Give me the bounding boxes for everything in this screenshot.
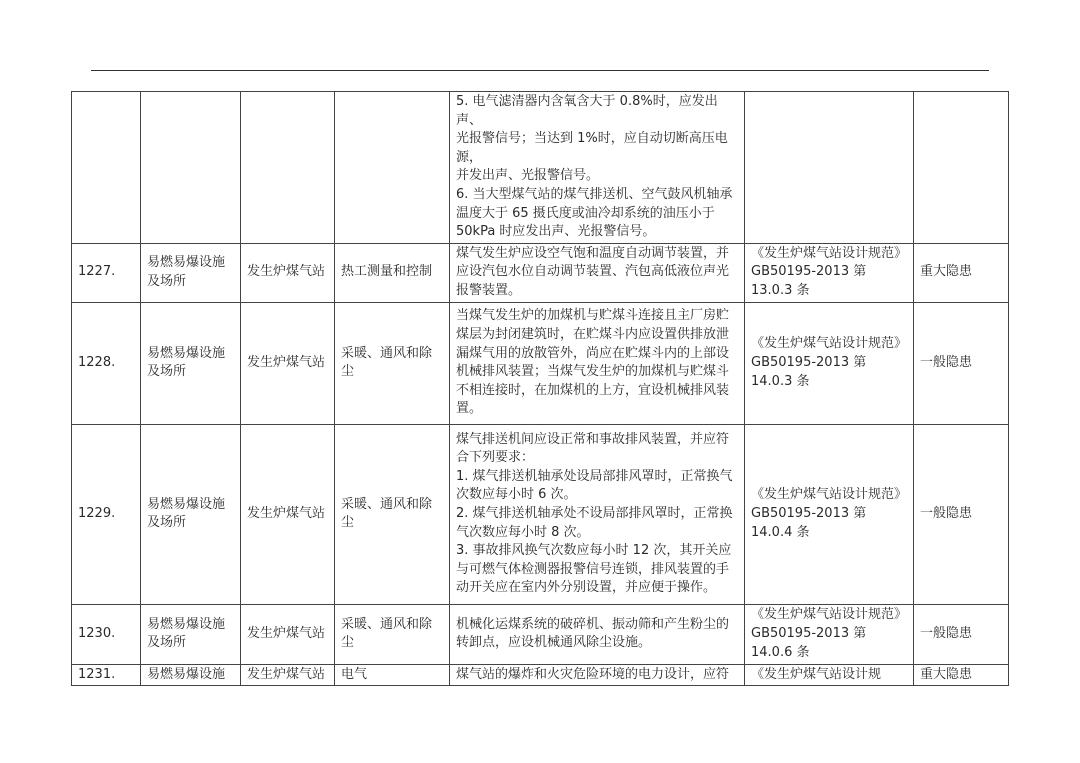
requirement-line: 煤气发生炉应设空气饱和温度自动调节装置，并 xyxy=(456,245,730,261)
facility-cell: 发生炉煤气站 xyxy=(241,243,335,302)
category-cell: 易燃易爆设施及场所 xyxy=(141,424,241,604)
hazard-level-cell: 重大隐患 xyxy=(914,664,1009,685)
header-rule xyxy=(91,70,989,71)
requirement-cell xyxy=(450,243,745,302)
category-cell: 易燃易爆设施 xyxy=(141,664,241,685)
requirement-line: 与可燃气体检测器报警信号连锁，排风装置的手 xyxy=(456,561,730,577)
hazard-level-cell: 重大隐患 xyxy=(914,243,1009,302)
table-row xyxy=(72,92,1009,244)
basis-cell xyxy=(745,92,914,244)
row-number: 1228. xyxy=(72,302,141,424)
category-cell: 易燃易爆设施及场所 xyxy=(141,302,241,424)
requirement-line: 机械化运煤系统的破碎机、振动筛和产生粉尘的 xyxy=(456,616,730,632)
table-row xyxy=(72,424,1009,604)
item-cell: 热工测量和控制 xyxy=(335,243,450,302)
table-row xyxy=(72,604,1009,664)
requirement-line: 次数应每小时 6 次。 xyxy=(456,487,577,503)
requirement-line: 报警装置。 xyxy=(456,283,522,299)
requirement-line: 转卸点，应设机械通风除尘设施。 xyxy=(456,635,652,651)
category-cell: 易燃易爆设施及场所 xyxy=(141,243,241,302)
hazard-level-cell: 一般隐患 xyxy=(914,604,1009,664)
row-number: 1229. xyxy=(72,424,141,604)
requirement-line: 1. 煤气排送机轴承处设局部排风罩时，正常换气 xyxy=(456,468,733,484)
requirement-cell xyxy=(450,424,745,604)
requirement-line: 光报警信号；当达到 1%时，应自动切断高压电源， xyxy=(456,131,728,165)
item-cell: 电气 xyxy=(335,664,450,685)
item-cell: 采暖、通风和除尘 xyxy=(335,302,450,424)
row-number xyxy=(72,92,141,244)
table-row xyxy=(72,243,1009,302)
requirement-line: 气次数应每小时 8 次。 xyxy=(456,524,590,540)
hazard-table xyxy=(71,91,1009,686)
requirement-line: 机械排风装置；当煤气发生炉的加煤机与贮煤斗 xyxy=(456,364,730,380)
item-cell: 采暖、通风和除尘 xyxy=(335,424,450,604)
requirement-line: 应设汽包水位自动调节装置、汽包高低液位声光 xyxy=(456,264,730,280)
facility-cell xyxy=(241,92,335,244)
basis-cell: 《发生炉煤气站设计规范》GB50195-2013 第 14.0.3 条 xyxy=(745,302,914,424)
facility-cell: 发生炉煤气站 xyxy=(241,604,335,664)
hazard-level-cell: 一般隐患 xyxy=(914,424,1009,604)
basis-cell: 《发生炉煤气站设计规范》GB50195-2013 第 14.0.4 条 xyxy=(745,424,914,604)
item-cell: 采暖、通风和除尘 xyxy=(335,604,450,664)
requirement-cell xyxy=(450,302,745,424)
requirement-line: 6. 当大型煤气站的煤气排送机、空气鼓风机轴承 xyxy=(456,186,733,202)
basis-cell: 《发生炉煤气站设计规 xyxy=(745,664,914,685)
requirement-cell xyxy=(450,664,745,685)
requirement-line: 置。 xyxy=(456,401,483,417)
basis-cell: 《发生炉煤气站设计规范》GB50195-2013 第 13.0.3 条 xyxy=(745,243,914,302)
requirement-line: 不相连接时，在加煤机的上方，宜设机械排风装 xyxy=(456,382,730,398)
row-number: 1230. xyxy=(72,604,141,664)
requirement-line: 5. 电气滤清器内含氧含大于 0.8%时，应发出声、 xyxy=(456,94,718,128)
requirement-line: 漏煤气用的放散管外，尚应在贮煤斗内的上部设 xyxy=(456,345,730,361)
category-cell: 易燃易爆设施及场所 xyxy=(141,604,241,664)
requirement-line: 并发出声、光报警信号。 xyxy=(456,168,600,184)
requirement-line: 合下列要求： xyxy=(456,450,535,466)
basis-cell: 《发生炉煤气站设计规范》GB50195-2013 第 14.0.6 条 xyxy=(745,604,914,664)
hazard-level-cell xyxy=(914,92,1009,244)
facility-cell: 发生炉煤气站 xyxy=(241,424,335,604)
hazard-level-cell: 一般隐患 xyxy=(914,302,1009,424)
item-cell xyxy=(335,92,450,244)
requirement-line: 煤气站的爆炸和火灾危险环境的电力设计，应符 xyxy=(456,666,730,682)
requirement-line: 动开关应在室内外分别设置，并应便于操作。 xyxy=(456,580,717,596)
row-number: 1231. xyxy=(72,664,141,685)
requirement-line: 3. 事故排风换气次数应每小时 12 次，其开关应 xyxy=(456,543,732,559)
requirement-cell xyxy=(450,604,745,664)
facility-cell: 发生炉煤气站 xyxy=(241,664,335,685)
table-row xyxy=(72,302,1009,424)
requirement-line: 温度大于 65 摄氏度或油冷却系统的油压小于 xyxy=(456,205,715,221)
requirement-cell xyxy=(450,92,745,244)
category-cell xyxy=(141,92,241,244)
requirement-line: 煤层为封闭建筑时，在贮煤斗内应设置供排放泄 xyxy=(456,327,730,343)
table-row xyxy=(72,664,1009,685)
requirement-line: 当煤气发生炉的加煤机与贮煤斗连接且主厂房贮 xyxy=(456,308,730,324)
requirement-line: 2. 煤气排送机轴承处不设局部排风罩时，正常换 xyxy=(456,505,733,521)
facility-cell: 发生炉煤气站 xyxy=(241,302,335,424)
requirement-line: 煤气排送机间应设正常和事故排风装置，并应符 xyxy=(456,431,730,447)
row-number: 1227. xyxy=(72,243,141,302)
requirement-line: 50kPa 时应发出声、光报警信号。 xyxy=(456,224,656,240)
